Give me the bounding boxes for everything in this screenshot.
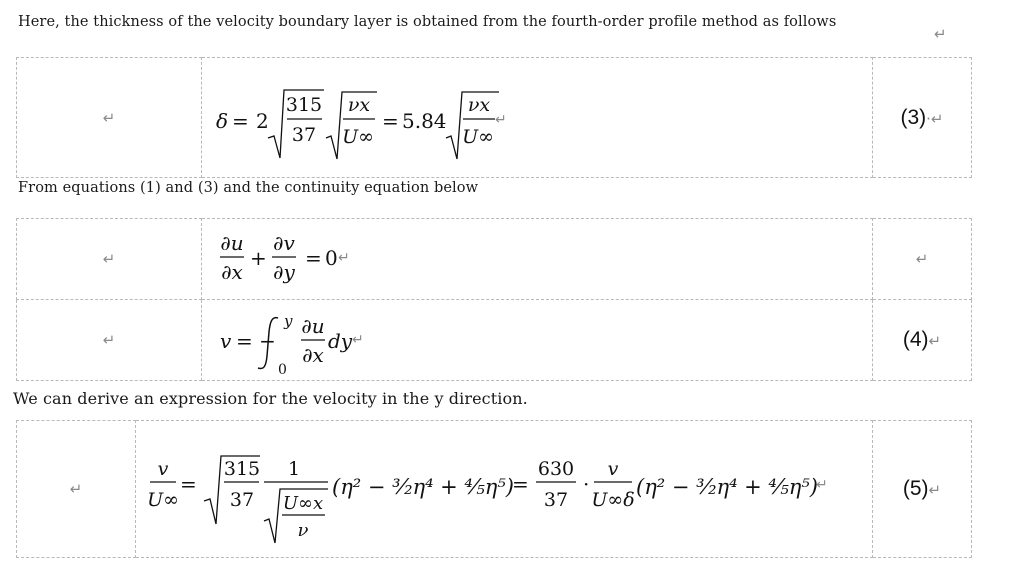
paragraph-mark-icon: ↵ xyxy=(69,480,83,498)
zero: 0 xyxy=(325,246,338,270)
paragraph-velocity-y: We can derive an expression for the velocity in the y direction. xyxy=(13,389,528,408)
equals-sign: = xyxy=(305,246,322,270)
delta-symbol: δ xyxy=(216,109,229,133)
equation-4 xyxy=(202,300,872,381)
equation-table-5 xyxy=(16,420,972,558)
paragraph-mark-icon: ↵ xyxy=(495,112,507,128)
coefficient-630: 630 xyxy=(537,458,575,480)
coefficient-37: 37 xyxy=(543,489,569,511)
partial-v: ∂v xyxy=(273,231,295,255)
equation-3-cell xyxy=(202,58,873,178)
table-cell-left xyxy=(17,219,202,300)
equation-table-3 xyxy=(16,57,972,178)
equals-sign: = xyxy=(512,472,529,496)
fraction-denominator: 37 xyxy=(291,124,317,146)
dot-operator: · xyxy=(583,472,590,496)
paragraph-mark-icon: ↵ xyxy=(338,250,350,266)
partial-x: ∂x xyxy=(221,260,243,284)
value-5-84: 5.84 xyxy=(402,109,447,133)
equation-4-cell xyxy=(202,300,873,381)
paragraph-mark-icon: ↵ xyxy=(934,25,947,43)
coefficient: 2 xyxy=(256,109,269,133)
continuity-equation xyxy=(202,219,872,300)
paragraph-mark-icon: ↵ xyxy=(816,477,828,493)
equation-number-5: (5)↵ xyxy=(873,421,972,558)
equation-5-cell xyxy=(136,421,873,558)
equals-sign: = xyxy=(180,472,197,496)
u-infinity-x: U∞x xyxy=(282,493,324,514)
table-cell-right xyxy=(873,219,972,300)
v-symbol: v xyxy=(607,458,619,480)
equals-sign: = xyxy=(232,109,249,133)
paragraph-mark-icon: ↵ xyxy=(102,331,116,349)
u-infinity: U∞ xyxy=(147,489,179,511)
dy: dy xyxy=(328,329,353,353)
nu-x: νx xyxy=(347,94,371,116)
equals-sign: = xyxy=(382,109,399,133)
u-infinity-delta: U∞δ xyxy=(591,489,635,511)
partial-u: ∂u xyxy=(220,231,244,255)
table-cell-left xyxy=(17,421,136,558)
partial-u: ∂u xyxy=(301,314,325,338)
paragraph-mark-icon: ↵ xyxy=(352,332,364,348)
nu-symbol: ν xyxy=(297,520,309,541)
fraction-numerator: 315 xyxy=(223,458,261,480)
paragraph-mark-icon: ↵ xyxy=(928,481,942,499)
u-infinity: U∞ xyxy=(342,126,374,148)
paragraph-intro: Here, the thickness of the velocity boundary layer is obtained from the fourth-order profile method as follows xyxy=(18,14,837,30)
paragraph-mark-icon: ↵ xyxy=(928,332,942,350)
paragraph-mark-icon: ↵ xyxy=(102,250,116,268)
nu-x: νx xyxy=(467,94,491,116)
equation-3 xyxy=(202,58,872,179)
one: 1 xyxy=(287,458,301,480)
u-infinity: U∞ xyxy=(462,126,494,148)
integral-lower-limit: 0 xyxy=(278,362,287,378)
v-symbol: v xyxy=(157,458,169,480)
integral-upper-limit: y xyxy=(284,312,293,330)
paragraph-mark-icon: ↵ xyxy=(915,250,929,268)
fraction-denominator: 37 xyxy=(229,489,255,511)
equation-5 xyxy=(136,421,872,559)
eta-polynomial: (η² − ³⁄₂η⁴ + ⁴⁄₅η⁵) xyxy=(636,475,818,499)
continuity-equation-cell xyxy=(202,219,873,300)
equation-number-4: (4)↵ xyxy=(873,300,972,381)
plus-sign: + xyxy=(250,246,267,270)
fraction-numerator: 315 xyxy=(285,94,323,116)
table-cell-left xyxy=(17,300,202,381)
equation-number-3: (3)·↵ xyxy=(873,58,972,178)
paragraph-mark-icon: ·↵ xyxy=(926,109,944,128)
paragraph-continuity: From equations (1) and (3) and the continuity equation below xyxy=(18,180,479,196)
partial-x: ∂x xyxy=(302,343,324,367)
v-symbol: v xyxy=(220,329,232,353)
equals-minus: = − xyxy=(236,329,276,353)
partial-y: ∂y xyxy=(273,260,295,284)
paragraph-mark-icon: ↵ xyxy=(102,108,116,127)
table-cell-left xyxy=(17,58,202,178)
equation-table-4 xyxy=(16,218,972,381)
eta-polynomial: (η² − ³⁄₂η⁴ + ⁴⁄₅η⁵) xyxy=(332,475,514,499)
